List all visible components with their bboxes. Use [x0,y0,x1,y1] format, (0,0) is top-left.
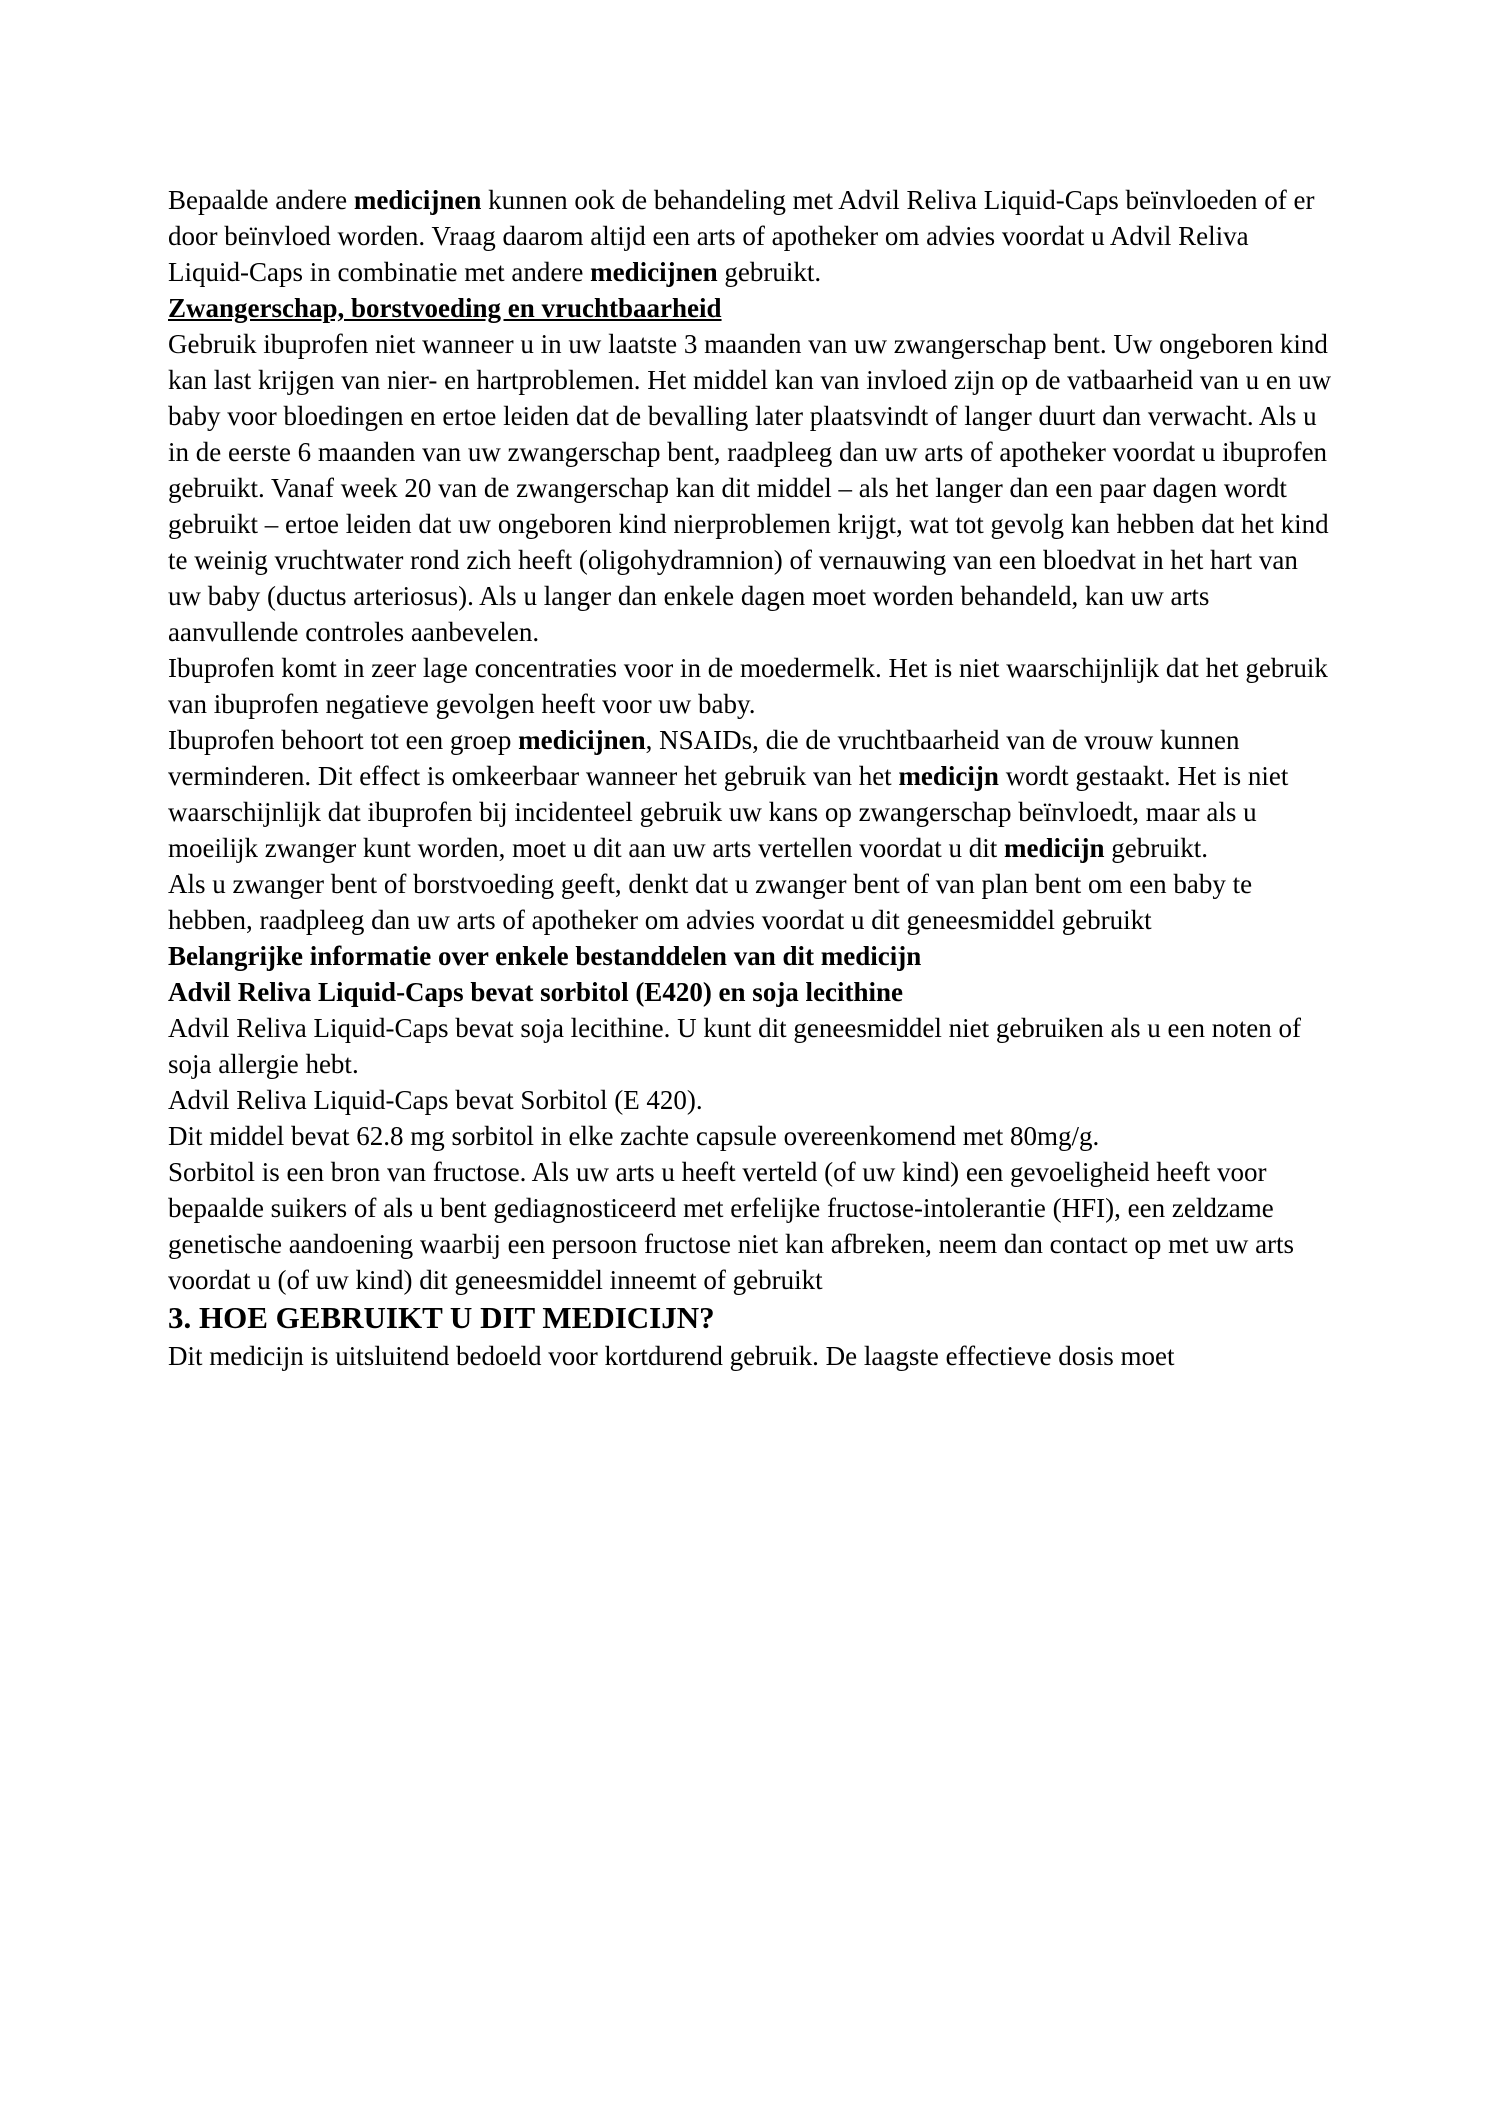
bold-word-medicijn: medicijn [898,761,999,791]
paragraph-fertility [168,722,1336,866]
bold-word-medicijnen: medicijnen [518,725,646,755]
paragraph-fructose-warning: Sorbitol is een bron van fructose. Als uw arts u heeft verteld (of uw kind) een gevoeligheid heeft voor bepaalde suikers of als u bent gediagnosticeerd met erfelijke fructose-intolerantie (HFI), een zeldzame genetische aandoening waarbij een persoon fructose niet kan afbreken, neem dan contact op met uw arts voordat u (of uw kind) dit geneesmiddel inneemt of gebruikt [168,1157,1295,1295]
bold-word-medicijn: medicijn [1004,833,1105,863]
text-run: gebruikt. [1104,833,1209,863]
paragraph-other-medicines [168,182,1336,290]
heading-sorbitol-soy-lecithin: Advil Reliva Liquid-Caps bevat sorbitol (E420) en soja lecithine [168,977,904,1007]
paragraph-breastfeeding: Ibuprofen komt in zeer lage concentraties voor in de moedermelk. Het is niet waarschijnlijk dat het gebruik van ibuprofen negatieve gevolgen heeft voor uw baby. [168,653,1328,719]
paragraph-pregnant-advice: Als u zwanger bent of borstvoeding geeft, denkt dat u zwanger bent of van plan bent om een baby te hebben, raadpleeg dan uw arts of apotheker om advies voordat u dit geneesmiddel gebruikt [168,869,1253,935]
block-sorbitol-soy [168,974,1336,1118]
bold-word-medicijnen: medicijnen [590,257,718,287]
paragraph-sorbitol-amount: Dit middel bevat 62.8 mg sorbitol in elke zachte capsule overeenkomend met 80mg/g. [168,1121,1100,1151]
text-run: Bepaalde andere [168,185,354,215]
bold-word-medicijnen: medicijnen [353,185,482,215]
paragraph-pregnancy-warning: Gebruik ibuprofen niet wanneer u in uw laatste 3 maanden van uw zwangerschap bent. Uw ongeboren kind kan last krijgen van nier- en hartproblemen. Het middel kan van invloed zijn op de vatbaarheid van u en uw baby voor bloedingen en ertoe leiden dat de bevalling later plaatsvindt of langer duurt dan verwacht. Als u in de eerste 6 maanden van uw zwangerschap bent, raadpleeg dan uw arts of apotheker voordat u ibuprofen gebruikt. Vanaf week 20 van de zwangerschap kan dit middel – als het langer dan een paar dagen wordt gebruikt – ertoe leiden dat uw ongeboren kind nierproblemen krijgt, wat tot gevolg kan hebben dat het kind te weinig vruchtwater rond zich heeft (oligohydramnion) of vernauwing van een bloedvat in het hart van uw baby (ductus arteriosus). Als u langer dan enkele dagen moet worden behandeld, kan uw arts aanvullende controles aanbevelen. [168,329,1332,647]
text-run: kunnen ook de behandeling met Advil Reliva Liquid-Caps beïnvloeden of er door beïnvloed worden. Vraag daarom altijd een arts of apotheker om advies voordat u Advil Reliva Liquid-Caps in combinatie met andere [168,185,1315,287]
text-run: wordt gestaakt. Het is niet waarschijnlijk dat ibuprofen bij incidenteel gebruik uw kans op zwangerschap beïnvloedt, maar als u moeilijk zwanger kunt worden, moet u dit aan uw arts vertellen voordat u dit [168,761,1289,863]
text-run: gebruikt. [717,257,822,287]
text-run: , NSAIDs, die de vruchtbaarheid van de vrouw kunnen verminderen. Dit effect is omkeerbaar wanneer het gebruik van het [168,725,1240,791]
heading-section-3-how-to-use: 3. HOE GEBRUIKT U DIT MEDICIJN? [168,1300,715,1335]
paragraph-sorbitol-e420: Advil Reliva Liquid-Caps bevat Sorbitol (E 420). [168,1085,703,1115]
heading-pregnancy-breastfeeding-fertility: Zwangerschap, borstvoeding en vruchtbaarheid [168,293,722,323]
text-run: Ibuprofen behoort tot een groep [168,725,519,755]
heading-important-components: Belangrijke informatie over enkele bestanddelen van dit medicijn [168,941,922,971]
paragraph-short-term-use: Dit medicijn is uitsluitend bedoeld voor kortdurend gebruik. De laagste effectieve dosis moet [168,1341,1175,1371]
paragraph-soy-lecithin: Advil Reliva Liquid-Caps bevat soja lecithine. U kunt dit geneesmiddel niet gebruiken als u een noten of soja allergie hebt. [168,1013,1301,1079]
